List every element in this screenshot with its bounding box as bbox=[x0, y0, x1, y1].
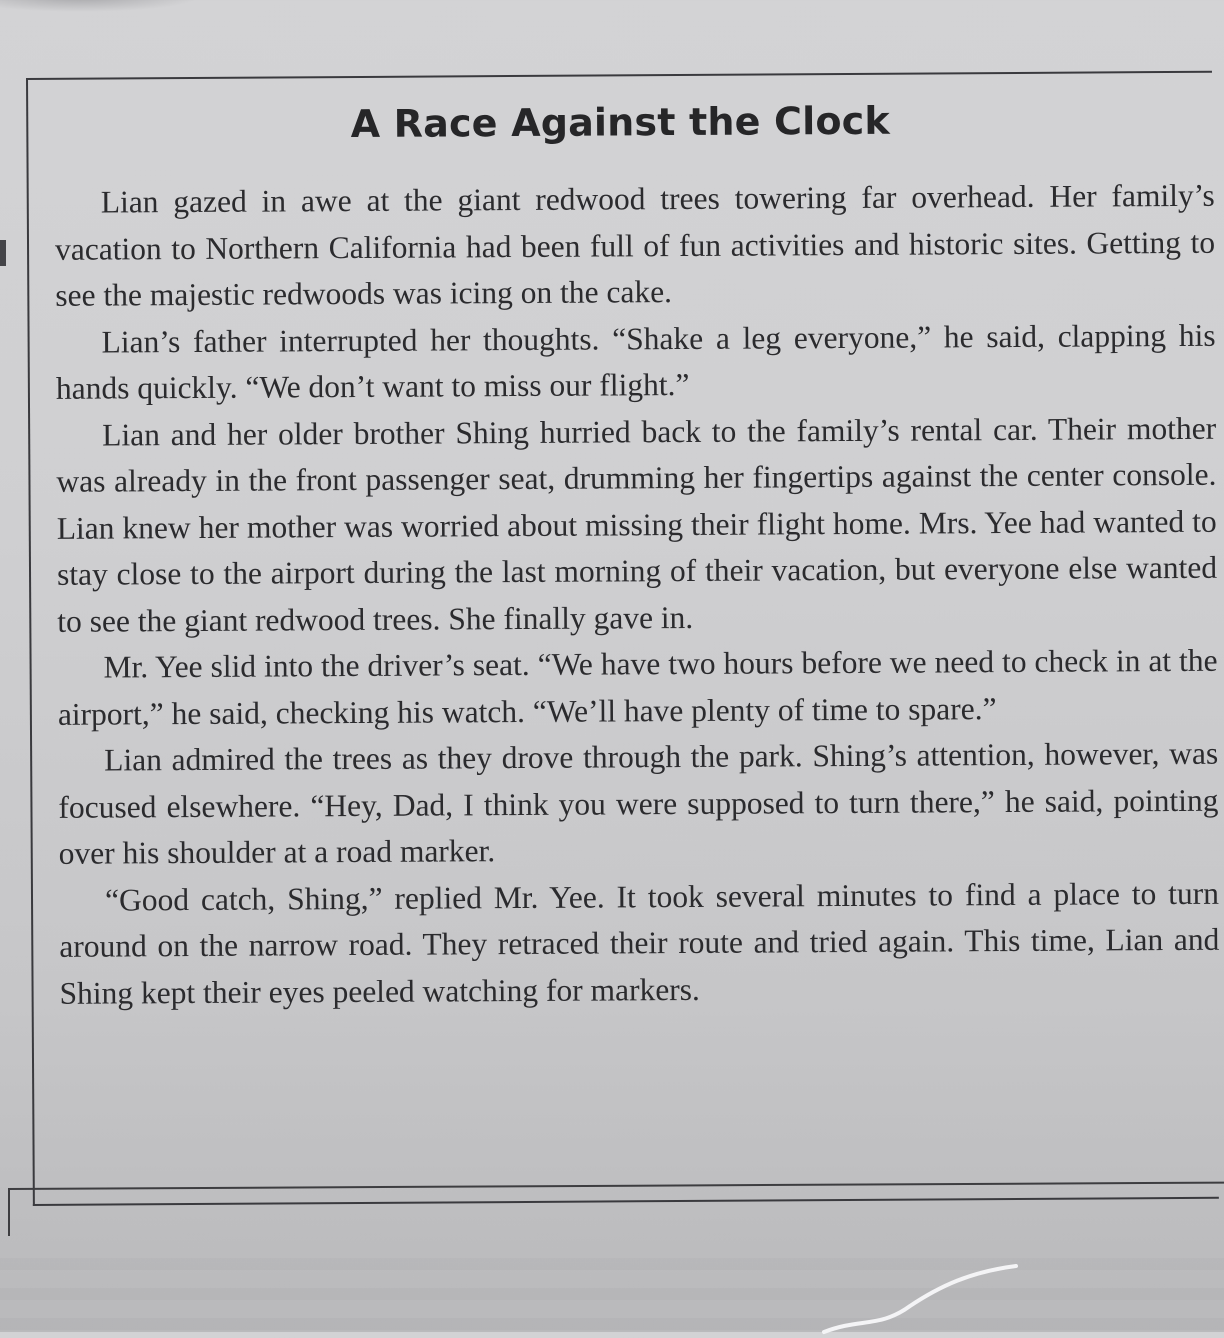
story-body bbox=[55, 173, 1220, 1017]
show-through-text bbox=[0, 1240, 1224, 1332]
outer-frame-rule-left bbox=[8, 1188, 10, 1236]
story-paragraph-4: Mr. Yee slid into the driver’s seat. “We have two hours before we need to check in at the airport,” he said, checking his watch. “We’ll have plenty of time to spare.” bbox=[57, 642, 1218, 732]
story-paragraph-6: “Good catch, Shing,” replied Mr. Yee. It took several minutes to find a place to turn around on the narrow road. They retraced their route and tried again. This time, Lian and Shing kept their eyes peeled watching for markers. bbox=[59, 875, 1220, 1011]
margin-mark bbox=[0, 240, 6, 266]
story-paragraph-3: Lian and her older brother Shing hurried back to the family’s rental car. Their mother was already in the front passenger seat, drumming her fingertips against the center console. Lian knew her mother was worried about missing their flight home. Mrs. Yee had wanted to stay close to the airport during the last morning of their vacation, but everyone else wanted to see the giant redwood trees. She finally gave in. bbox=[56, 410, 1218, 639]
story-title: A Race Against the Clock bbox=[350, 98, 891, 147]
story-paragraph-2: Lian’s father interrupted her thoughts. “Shake a leg everyone,” he said, clapping his hands quickly. “We don’t want to miss our flight.” bbox=[55, 317, 1216, 406]
pen-stroke-mark bbox=[820, 1258, 1030, 1338]
story-paragraph-5: Lian admired the trees as they drove through the park. Shing’s attention, however, was focused elsewhere. “Hey, Dad, I think you were supposed to turn there,” he said, pointing over his shoulder at a road marker. bbox=[58, 735, 1219, 871]
previous-page-text-fragment bbox=[0, 0, 200, 12]
story-paragraph-1: Lian gazed in awe at the giant redwood trees towering far overhead. Her family’s vacation to Northern California had been full of fun activities and historic sites. Getting to see the majestic redwoods was icing on the cake. bbox=[54, 177, 1216, 313]
story-frame bbox=[26, 71, 1219, 1206]
